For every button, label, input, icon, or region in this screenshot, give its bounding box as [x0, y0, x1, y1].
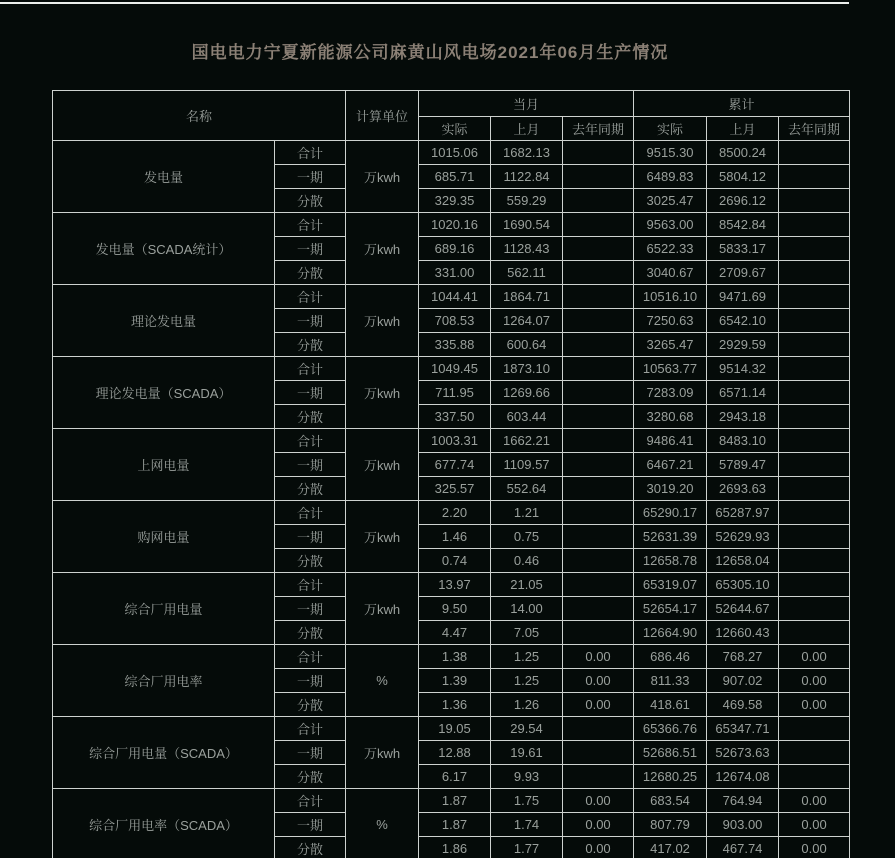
- value-cell: 1.86: [419, 837, 491, 858]
- value-cell: 8500.24: [707, 141, 779, 165]
- value-cell: [563, 261, 634, 285]
- value-cell: 1.26: [491, 693, 563, 717]
- value-cell: [563, 333, 634, 357]
- value-cell: 467.74: [707, 837, 779, 858]
- value-cell: 1.21: [491, 501, 563, 525]
- value-cell: [779, 549, 850, 573]
- value-cell: 1.77: [491, 837, 563, 858]
- value-cell: 19.05: [419, 717, 491, 741]
- value-cell: 65305.10: [707, 573, 779, 597]
- production-table: [52, 90, 850, 858]
- value-cell: [563, 573, 634, 597]
- value-cell: 3025.47: [634, 189, 707, 213]
- value-cell: 29.54: [491, 717, 563, 741]
- value-cell: 6489.83: [634, 165, 707, 189]
- value-cell: 907.02: [707, 669, 779, 693]
- value-cell: 0.00: [779, 813, 850, 837]
- value-cell: 0.00: [779, 669, 850, 693]
- value-cell: [563, 285, 634, 309]
- value-cell: 1864.71: [491, 285, 563, 309]
- value-cell: 3040.67: [634, 261, 707, 285]
- value-cell: 1122.84: [491, 165, 563, 189]
- table-row: [53, 645, 850, 669]
- value-cell: 1.25: [491, 669, 563, 693]
- value-cell: 335.88: [419, 333, 491, 357]
- sub-row-label: 一期: [275, 597, 346, 621]
- header-cumulative: 累计: [634, 91, 850, 117]
- value-cell: [779, 453, 850, 477]
- value-cell: 52644.67: [707, 597, 779, 621]
- value-cell: [563, 165, 634, 189]
- metric-name-cell: 购网电量: [53, 501, 275, 573]
- value-cell: [563, 765, 634, 789]
- table-row: [53, 357, 850, 381]
- value-cell: [779, 261, 850, 285]
- value-cell: [779, 309, 850, 333]
- value-cell: 2693.63: [707, 477, 779, 501]
- value-cell: 0.00: [779, 789, 850, 813]
- value-cell: 6467.21: [634, 453, 707, 477]
- value-cell: [563, 525, 634, 549]
- value-cell: 6542.10: [707, 309, 779, 333]
- value-cell: [563, 597, 634, 621]
- sub-row-label: 合计: [275, 429, 346, 453]
- value-cell: [563, 549, 634, 573]
- value-cell: [779, 333, 850, 357]
- value-cell: 1269.66: [491, 381, 563, 405]
- metric-name-cell: 理论发电量: [53, 285, 275, 357]
- value-cell: 562.11: [491, 261, 563, 285]
- value-cell: 552.64: [491, 477, 563, 501]
- value-cell: 677.74: [419, 453, 491, 477]
- header-unit: 计算单位: [346, 91, 419, 141]
- value-cell: [779, 237, 850, 261]
- header-month-actual: 实际: [419, 117, 491, 141]
- value-cell: 52654.17: [634, 597, 707, 621]
- value-cell: [563, 429, 634, 453]
- value-cell: 683.54: [634, 789, 707, 813]
- unit-cell: 万kwh: [346, 717, 419, 789]
- value-cell: [779, 717, 850, 741]
- unit-cell: 万kwh: [346, 357, 419, 429]
- header-cum-lastyear: 去年同期: [779, 117, 850, 141]
- table-row: [53, 573, 850, 597]
- value-cell: 811.33: [634, 669, 707, 693]
- value-cell: 12.88: [419, 741, 491, 765]
- sub-row-label: 分散: [275, 549, 346, 573]
- value-cell: 1049.45: [419, 357, 491, 381]
- value-cell: 418.61: [634, 693, 707, 717]
- value-cell: 1.36: [419, 693, 491, 717]
- value-cell: 2696.12: [707, 189, 779, 213]
- value-cell: 0.00: [563, 789, 634, 813]
- value-cell: [779, 285, 850, 309]
- value-cell: 9563.00: [634, 213, 707, 237]
- value-cell: 10563.77: [634, 357, 707, 381]
- value-cell: 768.27: [707, 645, 779, 669]
- value-cell: 5804.12: [707, 165, 779, 189]
- value-cell: 9515.30: [634, 141, 707, 165]
- value-cell: 2929.59: [707, 333, 779, 357]
- table-row: [53, 141, 850, 165]
- value-cell: 329.35: [419, 189, 491, 213]
- value-cell: [563, 741, 634, 765]
- value-cell: 559.29: [491, 189, 563, 213]
- value-cell: [779, 381, 850, 405]
- value-cell: 9486.41: [634, 429, 707, 453]
- sub-row-label: 合计: [275, 645, 346, 669]
- value-cell: 1.25: [491, 645, 563, 669]
- page-title: 国电电力宁夏新能源公司麻黄山风电场2021年06月生产情况: [191, 43, 669, 62]
- value-cell: 65287.97: [707, 501, 779, 525]
- value-cell: 764.94: [707, 789, 779, 813]
- value-cell: 9514.32: [707, 357, 779, 381]
- value-cell: 7250.63: [634, 309, 707, 333]
- value-cell: [779, 621, 850, 645]
- sub-row-label: 一期: [275, 453, 346, 477]
- value-cell: 469.58: [707, 693, 779, 717]
- table-row: [53, 285, 850, 309]
- value-cell: 1109.57: [491, 453, 563, 477]
- value-cell: 1.87: [419, 813, 491, 837]
- table-row: [53, 717, 850, 741]
- value-cell: 1662.21: [491, 429, 563, 453]
- value-cell: [779, 429, 850, 453]
- sub-row-label: 合计: [275, 285, 346, 309]
- header-name: 名称: [53, 91, 346, 141]
- value-cell: 1.74: [491, 813, 563, 837]
- value-cell: 5789.47: [707, 453, 779, 477]
- sub-row-label: 分散: [275, 189, 346, 213]
- value-cell: 1003.31: [419, 429, 491, 453]
- unit-cell: 万kwh: [346, 285, 419, 357]
- sub-row-label: 一期: [275, 813, 346, 837]
- value-cell: 8483.10: [707, 429, 779, 453]
- metric-name-cell: 综合厂用电量: [53, 573, 275, 645]
- value-cell: 1.38: [419, 645, 491, 669]
- header-cum-last: 上月: [707, 117, 779, 141]
- value-cell: [779, 213, 850, 237]
- sub-row-label: 合计: [275, 213, 346, 237]
- value-cell: [779, 597, 850, 621]
- sub-row-label: 一期: [275, 669, 346, 693]
- value-cell: 9471.69: [707, 285, 779, 309]
- unit-cell: 万kwh: [346, 501, 419, 573]
- value-cell: 7.05: [491, 621, 563, 645]
- value-cell: 711.95: [419, 381, 491, 405]
- value-cell: 12658.04: [707, 549, 779, 573]
- unit-cell: %: [346, 645, 419, 717]
- value-cell: 12674.08: [707, 765, 779, 789]
- metric-name-cell: 上网电量: [53, 429, 275, 501]
- sub-row-label: 分散: [275, 333, 346, 357]
- header-month-lastyear: 去年同期: [563, 117, 634, 141]
- sub-row-label: 合计: [275, 357, 346, 381]
- value-cell: [779, 141, 850, 165]
- value-cell: 4.47: [419, 621, 491, 645]
- value-cell: 0.00: [563, 669, 634, 693]
- value-cell: 0.00: [779, 837, 850, 858]
- value-cell: 331.00: [419, 261, 491, 285]
- value-cell: 14.00: [491, 597, 563, 621]
- value-cell: [563, 717, 634, 741]
- value-cell: [563, 213, 634, 237]
- value-cell: 1873.10: [491, 357, 563, 381]
- value-cell: 12664.90: [634, 621, 707, 645]
- value-cell: 12658.78: [634, 549, 707, 573]
- value-cell: 9.93: [491, 765, 563, 789]
- value-cell: [563, 237, 634, 261]
- value-cell: [563, 453, 634, 477]
- value-cell: 12660.43: [707, 621, 779, 645]
- value-cell: [563, 621, 634, 645]
- value-cell: 0.75: [491, 525, 563, 549]
- value-cell: 708.53: [419, 309, 491, 333]
- value-cell: 903.00: [707, 813, 779, 837]
- value-cell: [779, 405, 850, 429]
- value-cell: 603.44: [491, 405, 563, 429]
- value-cell: [563, 189, 634, 213]
- table-row: [53, 213, 850, 237]
- metric-name-cell: 发电量: [53, 141, 275, 213]
- value-cell: [563, 381, 634, 405]
- value-cell: 8542.84: [707, 213, 779, 237]
- value-cell: 0.00: [563, 645, 634, 669]
- value-cell: [779, 165, 850, 189]
- header-month-last: 上月: [491, 117, 563, 141]
- value-cell: 1044.41: [419, 285, 491, 309]
- value-cell: 13.97: [419, 573, 491, 597]
- sub-row-label: 一期: [275, 165, 346, 189]
- sub-row-label: 分散: [275, 621, 346, 645]
- value-cell: 0.00: [779, 693, 850, 717]
- value-cell: 1.87: [419, 789, 491, 813]
- value-cell: 0.00: [779, 645, 850, 669]
- value-cell: 0.00: [563, 837, 634, 858]
- value-cell: 2709.67: [707, 261, 779, 285]
- metric-name-cell: 综合厂用电率: [53, 645, 275, 717]
- unit-cell: 万kwh: [346, 141, 419, 213]
- value-cell: [563, 309, 634, 333]
- value-cell: 0.46: [491, 549, 563, 573]
- value-cell: 1682.13: [491, 141, 563, 165]
- metric-name-cell: 综合厂用电量（SCADA）: [53, 717, 275, 789]
- value-cell: 3280.68: [634, 405, 707, 429]
- value-cell: 0.00: [563, 813, 634, 837]
- sub-row-label: 一期: [275, 741, 346, 765]
- sub-row-label: 合计: [275, 141, 346, 165]
- value-cell: 1264.07: [491, 309, 563, 333]
- value-cell: 12680.25: [634, 765, 707, 789]
- value-cell: 1.75: [491, 789, 563, 813]
- table-row: [53, 789, 850, 813]
- sub-row-label: 合计: [275, 573, 346, 597]
- value-cell: 2.20: [419, 501, 491, 525]
- value-cell: [779, 741, 850, 765]
- sub-row-label: 分散: [275, 261, 346, 285]
- sub-row-label: 合计: [275, 789, 346, 813]
- sub-row-label: 一期: [275, 309, 346, 333]
- top-divider: [0, 2, 849, 4]
- value-cell: 0.74: [419, 549, 491, 573]
- value-cell: 3265.47: [634, 333, 707, 357]
- value-cell: 52686.51: [634, 741, 707, 765]
- value-cell: 65290.17: [634, 501, 707, 525]
- sub-row-label: 分散: [275, 837, 346, 858]
- value-cell: [563, 405, 634, 429]
- value-cell: 1020.16: [419, 213, 491, 237]
- sub-row-label: 分散: [275, 693, 346, 717]
- value-cell: 52631.39: [634, 525, 707, 549]
- value-cell: 1015.06: [419, 141, 491, 165]
- value-cell: 65347.71: [707, 717, 779, 741]
- header-cum-actual: 实际: [634, 117, 707, 141]
- value-cell: [563, 357, 634, 381]
- sub-row-label: 一期: [275, 525, 346, 549]
- sub-row-label: 一期: [275, 237, 346, 261]
- value-cell: 65366.76: [634, 717, 707, 741]
- value-cell: 9.50: [419, 597, 491, 621]
- value-cell: 10516.10: [634, 285, 707, 309]
- value-cell: [779, 501, 850, 525]
- metric-name-cell: 理论发电量（SCADA）: [53, 357, 275, 429]
- metric-name-cell: 发电量（SCADA统计）: [53, 213, 275, 285]
- value-cell: 19.61: [491, 741, 563, 765]
- value-cell: 6522.33: [634, 237, 707, 261]
- value-cell: 337.50: [419, 405, 491, 429]
- value-cell: 417.02: [634, 837, 707, 858]
- table-row: [53, 429, 850, 453]
- unit-cell: 万kwh: [346, 573, 419, 645]
- value-cell: 21.05: [491, 573, 563, 597]
- header-current-month: 当月: [419, 91, 634, 117]
- value-cell: 0.00: [563, 693, 634, 717]
- table-row: [53, 501, 850, 525]
- sub-row-label: 分散: [275, 477, 346, 501]
- value-cell: [779, 357, 850, 381]
- metric-name-cell: 综合厂用电率（SCADA）: [53, 789, 275, 858]
- unit-cell: 万kwh: [346, 213, 419, 285]
- sub-row-label: 分散: [275, 405, 346, 429]
- value-cell: 600.64: [491, 333, 563, 357]
- value-cell: [563, 477, 634, 501]
- sub-row-label: 合计: [275, 501, 346, 525]
- sub-row-label: 合计: [275, 717, 346, 741]
- value-cell: 3019.20: [634, 477, 707, 501]
- value-cell: 1.39: [419, 669, 491, 693]
- value-cell: [779, 573, 850, 597]
- value-cell: [563, 141, 634, 165]
- value-cell: [779, 189, 850, 213]
- value-cell: [563, 501, 634, 525]
- value-cell: 685.71: [419, 165, 491, 189]
- value-cell: 2943.18: [707, 405, 779, 429]
- value-cell: 52673.63: [707, 741, 779, 765]
- sub-row-label: 一期: [275, 381, 346, 405]
- value-cell: 5833.17: [707, 237, 779, 261]
- value-cell: 1128.43: [491, 237, 563, 261]
- value-cell: 7283.09: [634, 381, 707, 405]
- unit-cell: %: [346, 789, 419, 858]
- value-cell: 65319.07: [634, 573, 707, 597]
- value-cell: 686.46: [634, 645, 707, 669]
- value-cell: 52629.93: [707, 525, 779, 549]
- value-cell: 6.17: [419, 765, 491, 789]
- value-cell: [779, 765, 850, 789]
- value-cell: 807.79: [634, 813, 707, 837]
- unit-cell: 万kwh: [346, 429, 419, 501]
- value-cell: [779, 525, 850, 549]
- value-cell: 1.46: [419, 525, 491, 549]
- value-cell: 6571.14: [707, 381, 779, 405]
- value-cell: [779, 477, 850, 501]
- sub-row-label: 分散: [275, 765, 346, 789]
- value-cell: 325.57: [419, 477, 491, 501]
- value-cell: 1690.54: [491, 213, 563, 237]
- value-cell: 689.16: [419, 237, 491, 261]
